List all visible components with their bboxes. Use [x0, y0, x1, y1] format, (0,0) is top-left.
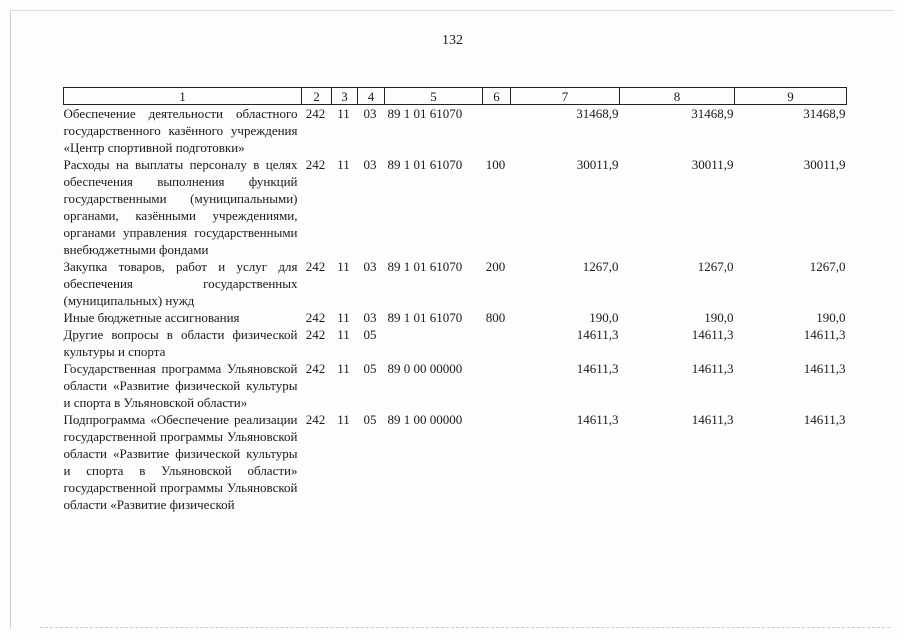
column-header-4: 4 [358, 88, 385, 105]
row-name: Другие вопросы в области физической культуры и спорта [63, 327, 298, 359]
row-code-5: 89 1 01 61070 [387, 157, 463, 172]
budget-table [63, 87, 847, 513]
row-code-3: 11 [337, 106, 350, 121]
table-row [64, 156, 847, 258]
row-name: Обеспечение деятельности областного государственного казённого учреждения «Центр спортивной подготовки» [63, 106, 298, 155]
table-header-row [64, 88, 847, 105]
row-code-6 [483, 411, 511, 513]
row-amount-9: 14611,3 [803, 361, 846, 376]
row-code-5: 89 1 00 00000 [387, 412, 463, 427]
row-code-3: 11 [337, 310, 350, 325]
table-row [64, 105, 847, 157]
row-code-2: 242 [305, 259, 326, 274]
row-amount-9: 190,0 [816, 310, 846, 325]
table-row [64, 411, 847, 513]
row-code-2: 242 [305, 310, 326, 325]
row-code-4: 05 [363, 327, 377, 342]
row-amount-9: 14611,3 [803, 327, 846, 342]
row-amount-7: 31468,9 [576, 106, 619, 121]
column-header-3: 3 [332, 88, 358, 105]
row-code-2: 242 [305, 106, 326, 121]
row-amount-7: 14611,3 [576, 327, 619, 342]
row-name: Подпрограмма «Обеспечение реализации государственной программы Ульяновской области «Развитие физической культуры и спорта в Ульяновской области» государственной программы Ульяновской области «Развитие физической [63, 412, 298, 512]
row-amount-8: 190,0 [704, 310, 734, 325]
row-code-2: 242 [305, 157, 326, 172]
row-amount-7: 190,0 [589, 310, 619, 325]
row-name: Государственная программа Ульяновской области «Развитие физической культуры и спорта в Ульяновской области» [63, 361, 298, 410]
row-name: Расходы на выплаты персоналу в целях обеспечения выполнения функций государственными (муниципальными) органами, казёнными учреждениями, органами управления государственными внебюджетными фондами [63, 157, 298, 257]
scan-edge-line [40, 627, 890, 628]
page-number: 132 [442, 33, 463, 48]
row-code-2: 242 [305, 327, 326, 342]
column-header-7: 7 [511, 88, 620, 105]
row-code-6: 200 [485, 259, 506, 274]
row-amount-7: 1267,0 [582, 259, 619, 274]
row-code-2: 242 [305, 361, 326, 376]
column-header-2: 2 [302, 88, 332, 105]
row-name: Закупка товаров, работ и услуг для обеспечения государственных (муниципальных) нужд [63, 259, 298, 308]
row-code-3: 11 [337, 259, 350, 274]
row-amount-9: 30011,9 [803, 157, 846, 172]
column-header-8: 8 [620, 88, 735, 105]
table-row [64, 326, 847, 360]
table-body [64, 105, 847, 514]
row-code-6 [483, 105, 511, 157]
row-amount-8: 31468,9 [691, 106, 734, 121]
row-amount-7: 30011,9 [576, 157, 619, 172]
row-code-6 [483, 326, 511, 360]
row-amount-7: 14611,3 [576, 361, 619, 376]
row-code-5: 89 1 01 61070 [387, 259, 463, 274]
row-code-4: 03 [363, 106, 377, 121]
row-amount-7: 14611,3 [576, 412, 619, 427]
row-amount-8: 30011,9 [691, 157, 734, 172]
table-row [64, 258, 847, 309]
row-code-5: 89 1 01 61070 [387, 310, 463, 325]
row-amount-8: 14611,3 [691, 361, 734, 376]
row-code-5: 89 1 01 61070 [387, 106, 463, 121]
row-code-4: 03 [363, 310, 377, 325]
column-header-5: 5 [385, 88, 483, 105]
row-amount-8: 1267,0 [697, 259, 734, 274]
row-code-3: 11 [337, 327, 350, 342]
row-code-4: 03 [363, 259, 377, 274]
row-code-4: 03 [363, 157, 377, 172]
table-row [64, 309, 847, 326]
row-code-6 [483, 360, 511, 411]
row-code-5: 89 0 00 00000 [387, 361, 463, 376]
row-amount-9: 31468,9 [803, 106, 846, 121]
row-name: Иные бюджетные ассигнования [63, 310, 240, 325]
row-code-3: 11 [337, 412, 350, 427]
column-header-9: 9 [735, 88, 847, 105]
row-code-6: 100 [485, 157, 506, 172]
row-amount-9: 1267,0 [809, 259, 846, 274]
row-amount-8: 14611,3 [691, 412, 734, 427]
row-code-5 [385, 326, 483, 360]
column-header-6: 6 [483, 88, 511, 105]
row-code-4: 05 [363, 361, 377, 376]
row-code-3: 11 [337, 361, 350, 376]
row-code-6: 800 [485, 310, 506, 325]
row-code-3: 11 [337, 157, 350, 172]
table-row [64, 360, 847, 411]
row-code-2: 242 [305, 412, 326, 427]
row-amount-9: 14611,3 [803, 412, 846, 427]
row-code-4: 05 [363, 412, 377, 427]
row-amount-8: 14611,3 [691, 327, 734, 342]
column-header-1: 1 [64, 88, 302, 105]
